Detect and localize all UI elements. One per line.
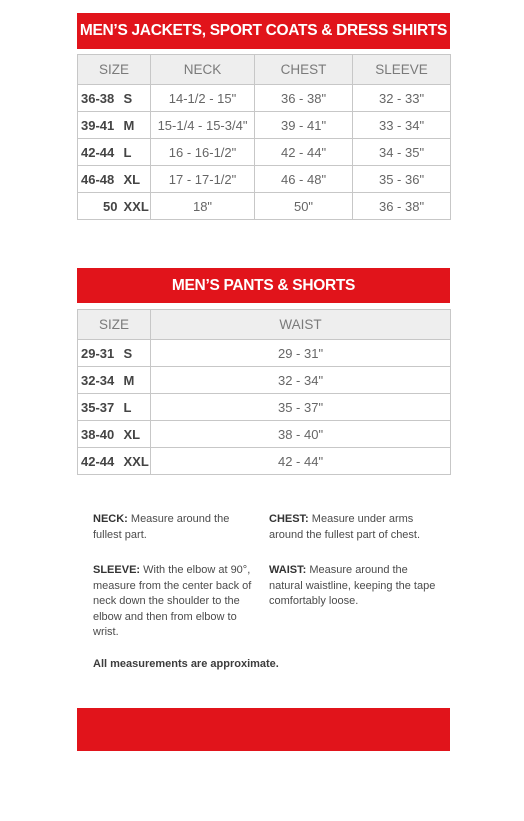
table-row bbox=[78, 421, 451, 448]
waist-value: 42 - 44" bbox=[151, 448, 451, 475]
approximate-disclaimer: All measurements are approximate. bbox=[93, 658, 279, 670]
size-code: XXL bbox=[122, 448, 151, 475]
sleeve-note-text: With the elbow at 90°, measure from the center back of neck down the shoulder to the elbow and then from elbow to wrist. bbox=[93, 564, 252, 638]
column-header-size: SIZE bbox=[78, 55, 151, 85]
neck-value: 15-1/4 - 15-3/4" bbox=[151, 112, 255, 139]
table-row bbox=[78, 112, 451, 139]
waist-value: 35 - 37" bbox=[151, 394, 451, 421]
sleeve-value: 35 - 36" bbox=[353, 166, 451, 193]
chest-value: 46 - 48" bbox=[255, 166, 353, 193]
size-range: 35-37 bbox=[78, 394, 122, 421]
size-range: 50 bbox=[78, 193, 122, 220]
waist-note-label: WAIST: bbox=[269, 564, 307, 576]
size-code: S bbox=[122, 85, 151, 112]
chest-note-text: Measure under arms around the fullest part of chest. bbox=[269, 513, 421, 541]
neck-value: 17 - 17-1/2" bbox=[151, 166, 255, 193]
size-code: S bbox=[122, 340, 151, 367]
chest-value: 39 - 41" bbox=[255, 112, 353, 139]
waist-value: 32 - 34" bbox=[151, 367, 451, 394]
column-header-size: SIZE bbox=[78, 310, 151, 340]
column-header-chest: CHEST bbox=[255, 55, 353, 85]
chest-value: 50" bbox=[255, 193, 353, 220]
waist-value: 38 - 40" bbox=[151, 421, 451, 448]
waist-value: 29 - 31" bbox=[151, 340, 451, 367]
column-header-neck: NECK bbox=[151, 55, 255, 85]
table-row bbox=[78, 139, 451, 166]
pants-size-table bbox=[77, 309, 451, 475]
size-range: 38-40 bbox=[78, 421, 122, 448]
neck-measure-note bbox=[93, 512, 253, 543]
size-code: L bbox=[122, 139, 151, 166]
table-row bbox=[78, 448, 451, 475]
size-range: 46-48 bbox=[78, 166, 122, 193]
table-row bbox=[78, 340, 451, 367]
table-row bbox=[78, 394, 451, 421]
size-range: 42-44 bbox=[78, 448, 122, 475]
table-row bbox=[78, 85, 451, 112]
table-header-row bbox=[78, 55, 451, 85]
size-code: M bbox=[122, 367, 151, 394]
column-header-waist: WAIST bbox=[151, 310, 451, 340]
sleeve-note-label: SLEEVE: bbox=[93, 564, 141, 576]
pants-section-title: MEN’S PANTS & SHORTS bbox=[77, 268, 450, 303]
waist-measure-note bbox=[269, 563, 439, 610]
sleeve-value: 33 - 34" bbox=[353, 112, 451, 139]
neck-value: 14-1/2 - 15" bbox=[151, 85, 255, 112]
sleeve-value: 36 - 38" bbox=[353, 193, 451, 220]
table-row bbox=[78, 193, 451, 220]
size-code: XL bbox=[122, 421, 151, 448]
sleeve-measure-note bbox=[93, 563, 265, 641]
chest-value: 36 - 38" bbox=[255, 85, 353, 112]
size-code: XL bbox=[122, 166, 151, 193]
size-range: 29-31 bbox=[78, 340, 122, 367]
waist-note-text: Measure around the natural waistline, keeping the tape comfortably loose. bbox=[269, 564, 436, 607]
column-header-sleeve: SLEEVE bbox=[353, 55, 451, 85]
chest-note-label: CHEST: bbox=[269, 513, 309, 525]
size-code: L bbox=[122, 394, 151, 421]
sleeve-value: 32 - 33" bbox=[353, 85, 451, 112]
table-header-row bbox=[78, 310, 451, 340]
chest-measure-note bbox=[269, 512, 449, 543]
neck-note-label: NECK: bbox=[93, 513, 128, 525]
size-range: 42-44 bbox=[78, 139, 122, 166]
neck-value: 18" bbox=[151, 193, 255, 220]
size-code: M bbox=[122, 112, 151, 139]
chest-value: 42 - 44" bbox=[255, 139, 353, 166]
size-code: XXL bbox=[122, 193, 151, 220]
neck-value: 16 - 16-1/2" bbox=[151, 139, 255, 166]
neck-note-text: Measure around the fullest part. bbox=[93, 513, 230, 541]
table-row bbox=[78, 166, 451, 193]
size-range: 32-34 bbox=[78, 367, 122, 394]
sleeve-value: 34 - 35" bbox=[353, 139, 451, 166]
jackets-size-table bbox=[77, 54, 451, 220]
jackets-section-title: MEN’S JACKETS, SPORT COATS & DRESS SHIRTS bbox=[77, 13, 450, 49]
footer-red-bar bbox=[77, 708, 450, 751]
table-row bbox=[78, 367, 451, 394]
size-range: 39-41 bbox=[78, 112, 122, 139]
size-range: 36-38 bbox=[78, 85, 122, 112]
